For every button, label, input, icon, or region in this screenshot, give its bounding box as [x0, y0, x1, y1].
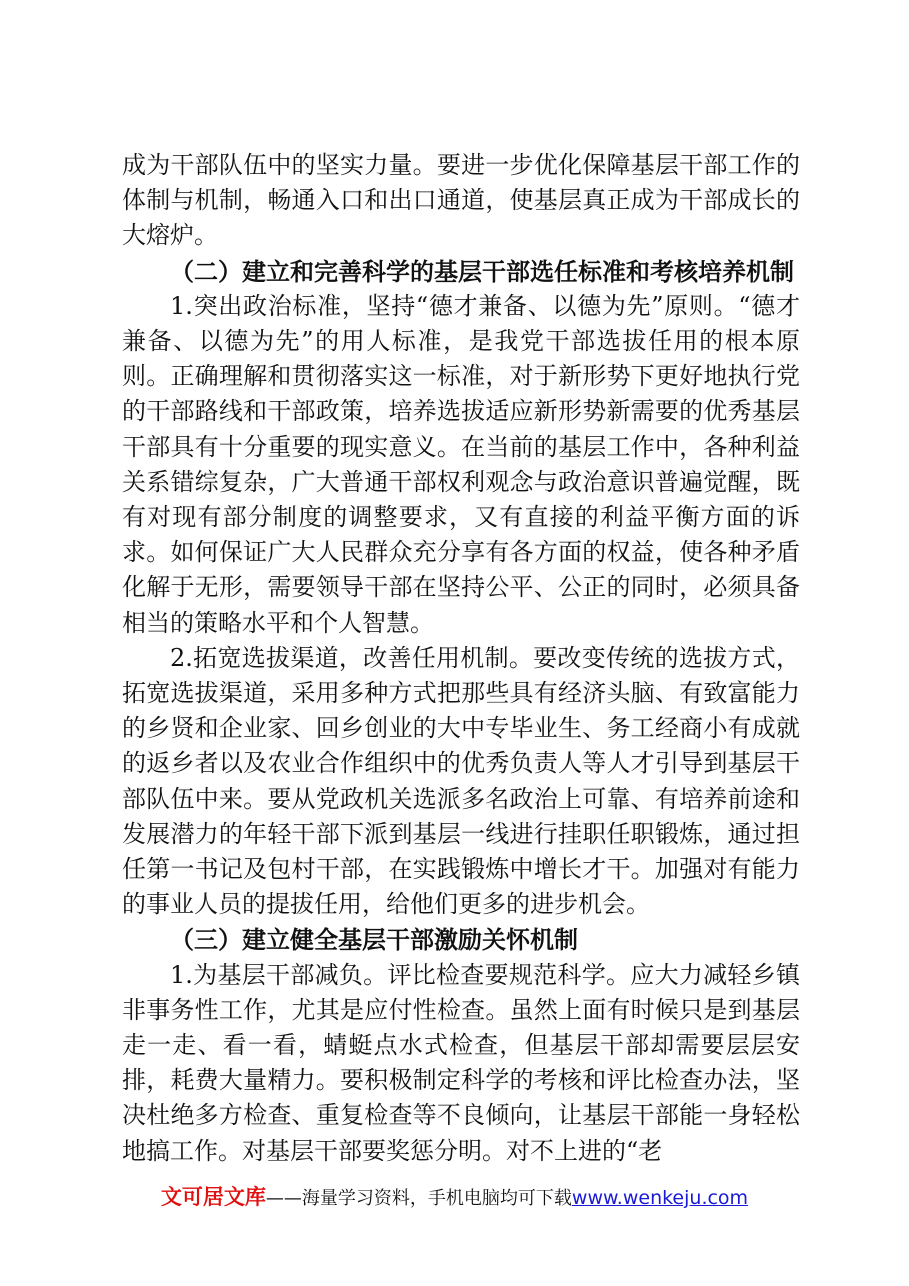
footer-brand: 文可居文库 [160, 1185, 266, 1209]
footer-banner [0, 1183, 909, 1213]
paragraph-political-standard: 1.突出政治标准，坚持“德才兼备、以德为先”原则。“德才兼备、以德为先”的用人标准，是我党干部选拔任用的根本原则。正确理解和贯彻落实这一标准，对于新形势下更好地执行党的干部路线和干部政策，培养选拔适应新形势新需要的优秀基层干部具有十分重要的现实意义。在当前的基层工作中，各种利益关系错综复杂，广大普通干部权利观念与政治意识普遍觉醒，既有对现有部分制度的调整要求，又有直接的利益平衡方面的诉求。如何保证广大人民群众充分享有各方面的权益，使各种矛盾化解于无形，需要领导干部在坚持公平、公正的同时，必须具备相当的策略水平和个人智慧。 [122, 291, 800, 637]
footer-tagline: ——海量学习资料，手机电脑均可下载 [265, 1188, 572, 1209]
section-heading-2: （二）建立和完善科学的基层干部选任标准和考核培养机制 [170, 256, 794, 286]
paragraph-continuation: 成为干部队伍中的坚实力量。要进一步优化保障基层干部工作的体制与机制，畅通入口和出口通道，使基层真正成为干部成长的大熔炉。 [122, 151, 800, 250]
footer-url-link[interactable]: www.wenkeju.com [571, 1187, 749, 1209]
paragraph-selection-channels: 2.拓宽选拔渠道，改善任用机制。要改变传统的选拔方式，拓宽选拔渠道，采用多种方式把那些具有经济头脑、有致富能力的乡贤和企业家、回乡创业的大中专毕业生、务工经商小有成就的返乡者以及农业合作组织中的优秀负责人等人才引导到基层干部队伍中来。要从党政机关选派多名政治上可靠、有培养前途和发展潜力的年轻干部下派到基层一线进行挂职任职锻炼，通过担任第一书记及包村干部，在实践锻炼中增长才干。加强对有能力的事业人员的提拔任用，给他们更多的进步机会。 [122, 643, 800, 919]
paragraph-reduce-burden: 1.为基层干部减负。评比检查要规范科学。应大力减轻乡镇非事务性工作，尤其是应付性检查。虽然上面有时候只是到基层走一走、看一看，蜻蜓点水式检查，但基层干部却需要层层安排，耗费大量精力。要积极制定科学的考核和评比检查办法，坚决杜绝多方检查、重复检查等不良倾向，让基层干部能一身轻松地搞工作。对基层干部要奖惩分明。对不上进的“老 [122, 960, 800, 1165]
section-heading-3: （三）建立健全基层干部激励关怀机制 [170, 925, 578, 955]
document-body [122, 148, 800, 1169]
